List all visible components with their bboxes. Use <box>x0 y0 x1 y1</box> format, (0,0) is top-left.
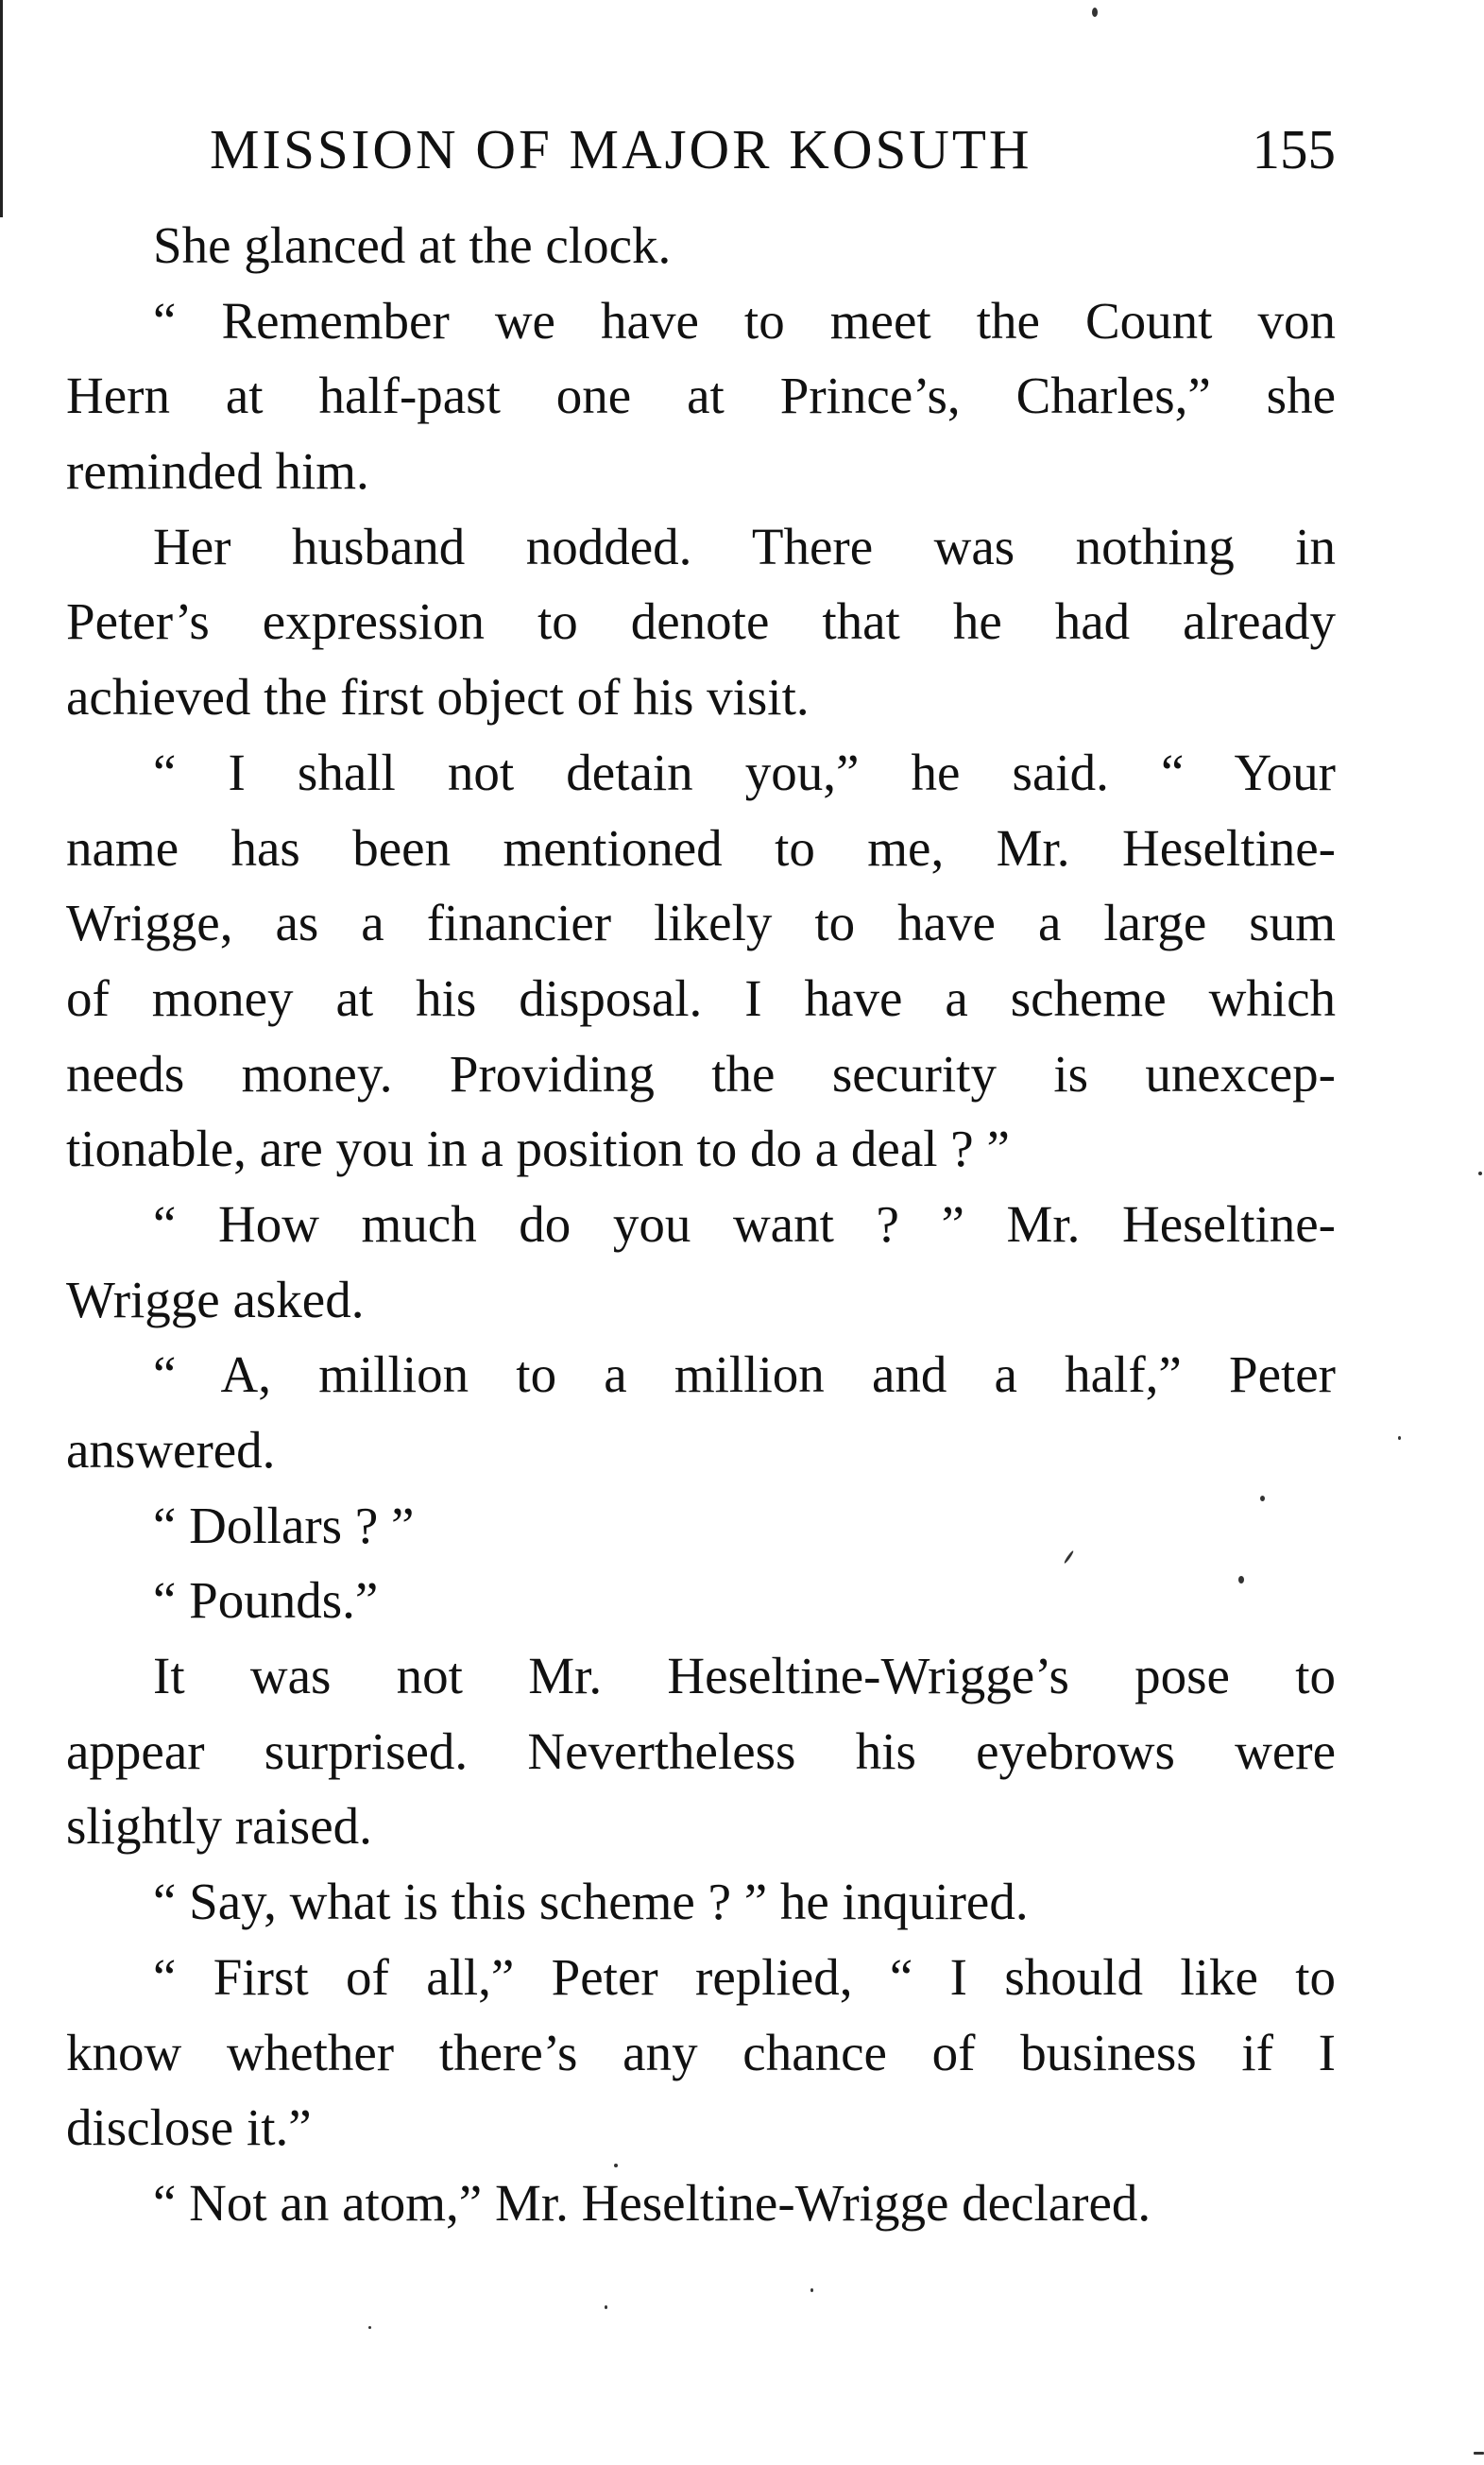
text-line: “ I shall not detain you,” he said. “ Your <box>153 743 1336 801</box>
scan-speck <box>810 2288 813 2292</box>
text-line: “ How much do you want ? ” Mr. Heseltine- <box>153 1194 1336 1253</box>
text-line: answered. <box>66 1421 276 1479</box>
text-line: name has been mentioned to me, Mr. Heseltine- <box>66 818 1336 877</box>
text-line: “ Dollars ? ” <box>153 1496 415 1554</box>
text-line: know whether there’s any chance of business if I <box>66 2023 1336 2081</box>
text-line: It was not Mr. Heseltine-Wrigge’s pose to <box>153 1647 1336 1705</box>
text-line: Wrigge, as a financier likely to have a large sum <box>66 894 1336 952</box>
text-line: appear surprised. Nevertheless his eyebrows were <box>66 1721 1336 1780</box>
scan-speck <box>1238 1576 1244 1583</box>
scan-speck <box>614 2164 618 2167</box>
text-line: tionable, are you in a position to do a deal ? ” <box>66 1120 1010 1178</box>
scan-speck <box>605 2305 607 2309</box>
text-line: of money at his disposal. I have a scheme which <box>66 968 1336 1027</box>
text-line: “ Say, what is this scheme ? ” he inquired. <box>153 1873 1029 1931</box>
text-line: Hern at half-past one at Prince’s, Charles,” she <box>66 367 1336 425</box>
text-line: needs money. Providing the security is unexcep- <box>66 1044 1336 1103</box>
page-number: 155 <box>1252 118 1336 180</box>
scan-speck <box>1398 1436 1401 1440</box>
page-header <box>210 111 1336 187</box>
page-edge-line <box>0 0 3 217</box>
body-text <box>66 208 1336 2241</box>
text-line: “ A, million to a million and a half,” Peter <box>153 1345 1336 1404</box>
scan-speck <box>1092 8 1098 17</box>
text-line: She glanced at the clock. <box>153 216 672 274</box>
text-line: Wrigge asked. <box>66 1270 365 1328</box>
text-line: Peter’s expression to denote that he had already <box>66 592 1336 651</box>
text-line: “ Remember we have to meet the Count von <box>153 291 1336 350</box>
text-line: achieved the first object of his visit. <box>66 668 810 727</box>
text-line: Her husband nodded. There was nothing in <box>153 517 1336 575</box>
text-line: “ First of all,” Peter replied, “ I should like to <box>153 1947 1336 2006</box>
scan-speck <box>1478 1172 1482 1175</box>
text-line: disclose it.” <box>66 2098 312 2157</box>
text-line: reminded him. <box>66 442 369 501</box>
text-line: slightly raised. <box>66 1797 372 1856</box>
scan-speck <box>1260 1496 1265 1501</box>
text-line: “ Pounds.” <box>153 1571 379 1630</box>
text-line: “ Not an atom,” Mr. Heseltine-Wrigge declared. <box>153 2173 1151 2232</box>
running-title: MISSION OF MAJOR KOSUTH <box>210 118 1032 180</box>
scan-speck <box>368 2326 371 2329</box>
scan-speck <box>1474 2452 1484 2455</box>
